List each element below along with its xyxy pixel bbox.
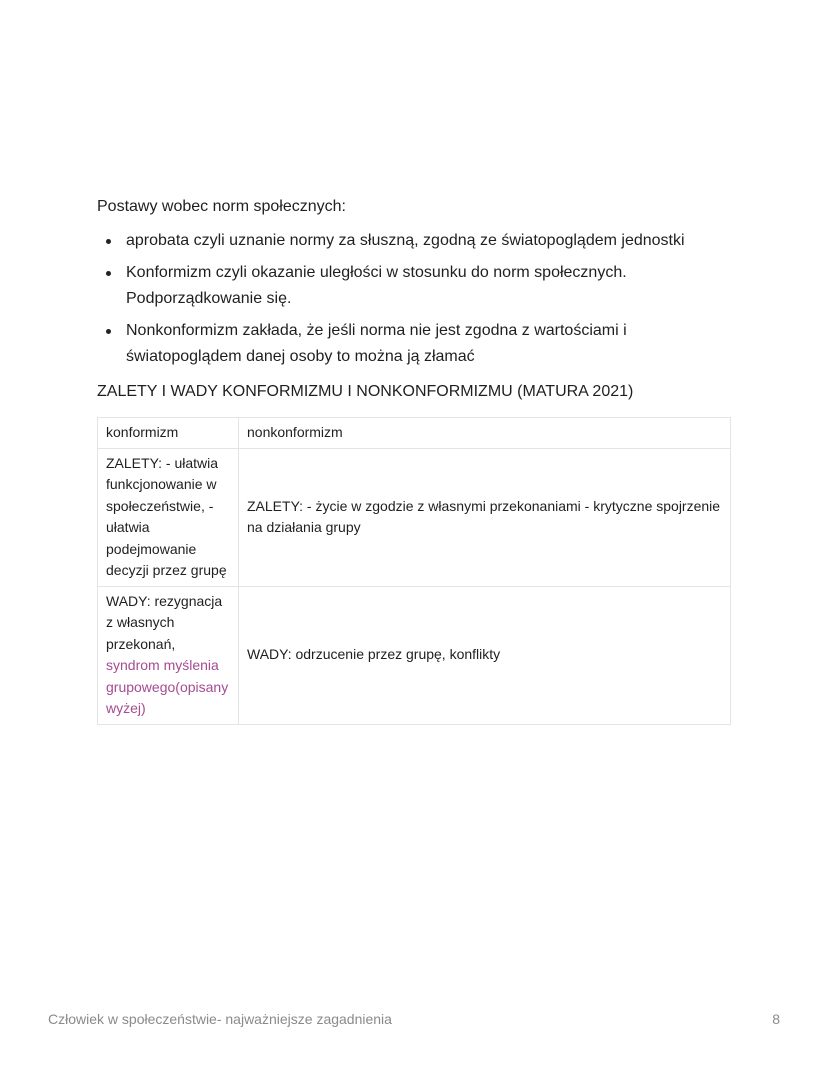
table-header-cell: nonkonformizm <box>239 418 731 449</box>
section-heading: ZALETY I WADY KONFORMIZMU I NONKONFORMIZMU (MATURA 2021) <box>97 383 634 400</box>
footer-title: Człowiek w społeczeństwie- najważniejsze zagadnienia <box>48 1011 392 1027</box>
table-header-cell: konformizm <box>98 418 239 449</box>
table-row <box>98 448 731 586</box>
attitudes-list <box>97 228 717 376</box>
table-header-row <box>98 418 731 449</box>
table-row <box>98 586 731 724</box>
table-cell: ZALETY: - życie w zgodzie z własnymi przekonaniami - krytyczne spojrzenie na działania grupy <box>239 448 731 586</box>
pros-cons-table <box>97 417 731 725</box>
groupthink-link[interactable]: syndrom myślenia grupowego(opisany wyżej) <box>106 657 229 716</box>
table-cell <box>98 586 239 724</box>
table-cell: ZALETY: - ułatwia funkcjonowanie w społeczeństwie, - ułatwia podejmowanie decyzji przez grupę <box>98 448 239 586</box>
list-item: Nonkonformizm zakłada, że jeśli norma nie jest zgodna z wartościami i światopoglądem danej osoby to można ją złamać <box>97 318 717 370</box>
page-number: 8 <box>772 1011 780 1027</box>
list-item: aprobata czyli uznanie normy za słuszną, zgodną ze światopoglądem jednostki <box>97 228 717 254</box>
section-intro: Postawy wobec norm społecznych: <box>97 198 346 215</box>
cell-text: WADY: rezygnacja z własnych przekonań, <box>106 592 223 652</box>
list-item: Konformizm czyli okazanie uległości w stosunku do norm społecznych. Podporządkowanie się. <box>97 260 717 312</box>
table-cell: WADY: odrzucenie przez grupę, konflikty <box>239 586 731 724</box>
